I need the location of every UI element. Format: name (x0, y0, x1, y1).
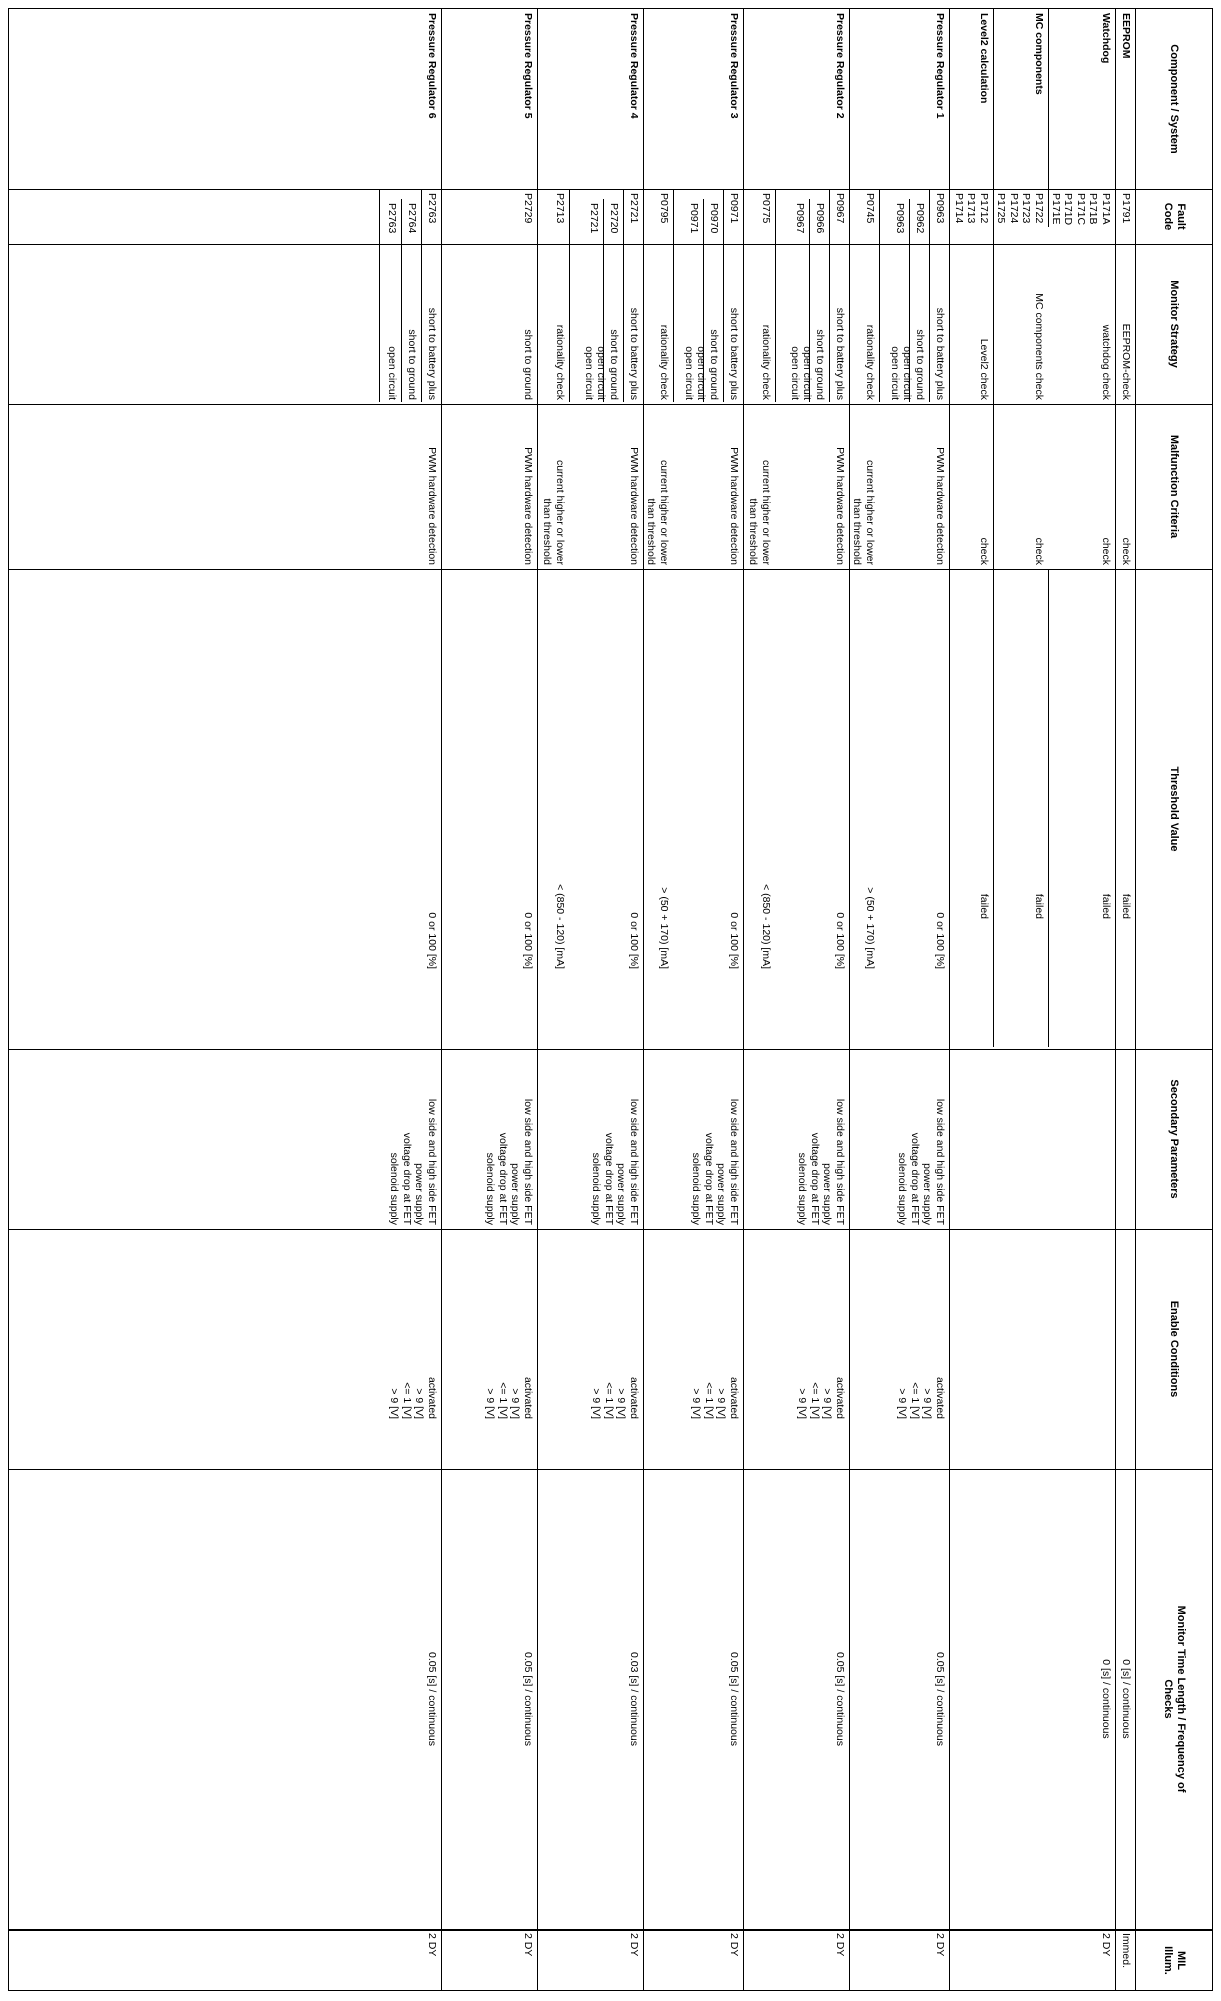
header-fault-code: Fault Code (1162, 202, 1187, 231)
eeprom-threshold: failed (1120, 893, 1132, 919)
diagnostic-table (8, 8, 1213, 1991)
pr2-threshold-a: 0 or 100 [%] (834, 912, 846, 969)
pr4-mil: 2 DY (628, 1933, 640, 1957)
pr2-enable: activated > 9 [V] <= 1 [V] > 9 [V] (796, 1376, 846, 1419)
pr5-component: Pressure Regulator 5 (522, 13, 534, 119)
level2-component: Level2 calculation (978, 13, 990, 104)
row-divider (603, 199, 604, 402)
row-divider (643, 9, 644, 1990)
pr4-code-a: P2721 (628, 193, 640, 224)
mc-component: MC components (1033, 13, 1045, 95)
row-divider (723, 189, 724, 402)
pr6-malfunction-a: PWM hardware detection (426, 447, 438, 565)
mc-malfunction: check (1033, 537, 1045, 565)
pr6-strategy-a: short to battery plus (426, 307, 438, 400)
header-component: Component / System (1168, 44, 1181, 154)
pr6-threshold-a: 0 or 100 [%] (426, 912, 438, 969)
pr2-component: Pressure Regulator 2 (834, 13, 846, 119)
header-divider (1135, 9, 1136, 1990)
pr4-secondary: low side and high side FET power supply voltage drop at FET solenoid supply (590, 1098, 640, 1225)
pr2-code-a: P0967 (834, 193, 846, 224)
pr3-code-c: P0971 (688, 203, 700, 234)
pr3-malfunction-d: current higher or lower than threshold (645, 459, 670, 565)
pr6-strategy-b: short to ground (406, 329, 418, 400)
row-divider (1048, 569, 1049, 1047)
eeprom-malfunction: check (1120, 537, 1132, 565)
pr1-code-b: P0962 (914, 203, 926, 234)
pr1-secondary: low side and high side FET power supply voltage drop at FET solenoid supply (896, 1098, 946, 1225)
pr2-strategy-d: rationality check (760, 324, 772, 400)
row-divider (829, 189, 830, 402)
pr2-strategy-a: short to battery plus (834, 307, 846, 400)
header-malfunction-criteria: Malfunction Criteria (1168, 434, 1181, 539)
row-divider (775, 189, 776, 402)
watchdog-threshold: failed (1100, 893, 1112, 919)
row-divider (673, 189, 674, 402)
header-monitor-time: Monitor Time Length / Frequency of Checks (1162, 1605, 1187, 1793)
pr4-code-d: P2713 (554, 193, 566, 224)
pr3-strategy-b: short to ground open circuit open circuit (683, 329, 720, 400)
pr6-component: Pressure Regulator 6 (426, 13, 438, 119)
pr1-code-c: P0963 (894, 203, 906, 234)
pr2-strategy-b: short to ground open circuit open circuit (789, 329, 826, 400)
pr6-code-a: P2763 (426, 193, 438, 224)
watchdog-codes: P171A P171B P171C P171D P171E (1050, 193, 1112, 226)
pr4-threshold-d: < (850 - 120) [mA] (554, 884, 566, 969)
row-divider (703, 199, 704, 402)
pr4-threshold-a: 0 or 100 [%] (628, 912, 640, 969)
pr4-code-b: P2720 (608, 203, 620, 234)
header-mil-illum: MIL Illum. (1162, 1946, 1187, 1975)
mc-strategy: MC components check (1033, 293, 1045, 400)
pr5-strategy-a: short to ground (522, 329, 534, 400)
pr3-strategy-a: short to battery plus (728, 307, 740, 400)
watchdog-malfunction: check (1100, 537, 1112, 565)
pr3-code-a: P0971 (728, 193, 740, 224)
pr1-enable: activated > 9 [V] <= 1 [V] > 9 [V] (896, 1376, 946, 1419)
level2-threshold: failed (978, 893, 990, 919)
row-divider (993, 9, 994, 1047)
pr4-time: 0.03 [s] / continuous (628, 1652, 640, 1746)
pr3-component: Pressure Regulator 3 (728, 13, 740, 119)
pr4-malfunction-d: current higher or lower than threshold (541, 459, 566, 565)
pr3-enable: activated > 9 [V] <= 1 [V] > 9 [V] (690, 1376, 740, 1419)
pr2-mil: 2 DY (834, 1933, 846, 1957)
mc-threshold: failed (1033, 893, 1045, 919)
pr4-component: Pressure Regulator 4 (628, 13, 640, 119)
pr2-malfunction-a: PWM hardware detection (834, 447, 846, 565)
watchdog-strategy: watchdog check (1100, 324, 1112, 400)
pr3-secondary: low side and high side FET power supply voltage drop at FET solenoid supply (690, 1098, 740, 1225)
eeprom-strategy: EEPROM-check (1120, 323, 1132, 400)
pr5-secondary: low side and high side FET power supply voltage drop at FET solenoid supply (484, 1098, 534, 1225)
pr1-code-d: P0745 (864, 193, 876, 224)
watchdog-mil: 2 DY (1100, 1933, 1112, 1957)
eeprom-code: P1791 (1120, 193, 1132, 224)
row-divider (743, 9, 744, 1990)
pr6-secondary: low side and high side FET power supply voltage drop at FET solenoid supply (388, 1098, 438, 1225)
pr3-strategy-d: rationality check (658, 324, 670, 400)
pr6-mil: 2 DY (426, 1933, 438, 1957)
pr2-code-d: P0775 (760, 193, 772, 224)
pr2-secondary: low side and high side FET power supply voltage drop at FET solenoid supply (796, 1098, 846, 1225)
pr3-threshold-a: 0 or 100 [%] (728, 912, 740, 969)
pr5-mil: 2 DY (522, 1933, 534, 1957)
pr2-threshold-d: < (850 - 120) [mA] (760, 884, 772, 969)
row-divider (401, 199, 402, 402)
pr4-enable: activated > 9 [V] <= 1 [V] > 9 [V] (590, 1376, 640, 1419)
pr2-malfunction-d: current higher or lower than threshold (747, 459, 772, 565)
row-divider (441, 9, 442, 1990)
eeprom-component: EEPROM (1120, 13, 1132, 59)
header-enable-conditions: Enable Conditions (1168, 1300, 1181, 1398)
pr1-time: 0.05 [s] / continuous (934, 1652, 946, 1746)
pr6-time: 0.05 [s] / continuous (426, 1652, 438, 1746)
row-divider (623, 189, 624, 402)
pr2-time: 0.05 [s] / continuous (834, 1652, 846, 1746)
col-divider (9, 1929, 1212, 1931)
pr1-strategy-b: short to ground open circuit open circuit (889, 329, 926, 400)
row-divider (1115, 9, 1116, 1990)
pr5-code-a: P2729 (522, 193, 534, 224)
row-divider (849, 9, 850, 1990)
level2-codes: P1712 P1713 P1714 (953, 193, 990, 224)
row-divider (1048, 9, 1049, 227)
pr6-code-b: P2764 (406, 203, 418, 234)
row-divider (809, 199, 810, 402)
row-divider (537, 9, 538, 1990)
pr1-code-a: P0963 (934, 193, 946, 224)
eeprom-time: 0 [s] / continuous (1120, 1659, 1132, 1739)
pr1-threshold-d: > (50 + 170) [mA] (864, 887, 876, 969)
pr3-code-d: P0795 (658, 193, 670, 224)
pr3-code-b: P0970 (708, 203, 720, 234)
header-monitor-strategy: Monitor Strategy (1168, 280, 1181, 368)
col-divider (9, 1469, 1212, 1470)
pr1-malfunction-a: PWM hardware detection (934, 447, 946, 565)
pr2-code-b: P0966 (814, 203, 826, 234)
pr5-enable: activated > 9 [V] <= 1 [V] > 9 [V] (484, 1376, 534, 1419)
pr5-malfunction-a: PWM hardware detection (522, 447, 534, 565)
pr3-time: 0.05 [s] / continuous (728, 1652, 740, 1746)
pr3-mil: 2 DY (728, 1933, 740, 1957)
row-divider (379, 189, 380, 402)
watchdog-component: Watchdog (1100, 13, 1112, 64)
pr6-strategy-c: open circuit (386, 346, 398, 400)
row-divider (569, 189, 570, 402)
watchdog-time: 0 [s] / continuous (1100, 1659, 1112, 1739)
pr1-malfunction-d: current higher or lower than threshold (851, 459, 876, 565)
row-divider (909, 199, 910, 402)
row-divider (949, 9, 950, 1990)
pr3-malfunction-a: PWM hardware detection (728, 447, 740, 565)
row-divider (929, 189, 930, 402)
pr1-component: Pressure Regulator 1 (934, 13, 946, 119)
pr4-strategy-a: short to battery plus (628, 307, 640, 400)
mc-codes: P1722 P1723 P1724 P1725 (995, 193, 1045, 224)
level2-malfunction: check (978, 537, 990, 565)
header-threshold-value: Threshold Value (1168, 766, 1181, 852)
pr2-code-c: P0967 (794, 203, 806, 234)
pr4-malfunction-a: PWM hardware detection (628, 447, 640, 565)
pr6-enable: activated > 9 [V] <= 1 [V] > 9 [V] (388, 1376, 438, 1419)
pr3-threshold-d: > (50 + 170) [mA] (658, 887, 670, 969)
pr6-code-c: P2763 (386, 203, 398, 234)
row-divider (421, 189, 422, 402)
row-divider (879, 189, 880, 402)
header-secondary-parameters: Secondary Parameters (1168, 1079, 1181, 1199)
pr5-threshold-a: 0 or 100 [%] (522, 912, 534, 969)
eeprom-mil: Immed. (1120, 1933, 1132, 1969)
pr1-strategy-a: short to battery plus (934, 307, 946, 400)
pr5-time: 0.05 [s] / continuous (522, 1652, 534, 1746)
pr4-strategy-d: rationality check (554, 324, 566, 400)
pr4-code-c: P2721 (588, 203, 600, 234)
pr1-threshold-a: 0 or 100 [%] (934, 912, 946, 969)
level2-strategy: Level2 check (978, 338, 990, 400)
pr4-strategy-b: short to ground open circuit open circuit (583, 329, 620, 400)
pr1-strategy-d: rationality check (864, 324, 876, 400)
pr1-mil: 2 DY (934, 1933, 946, 1957)
